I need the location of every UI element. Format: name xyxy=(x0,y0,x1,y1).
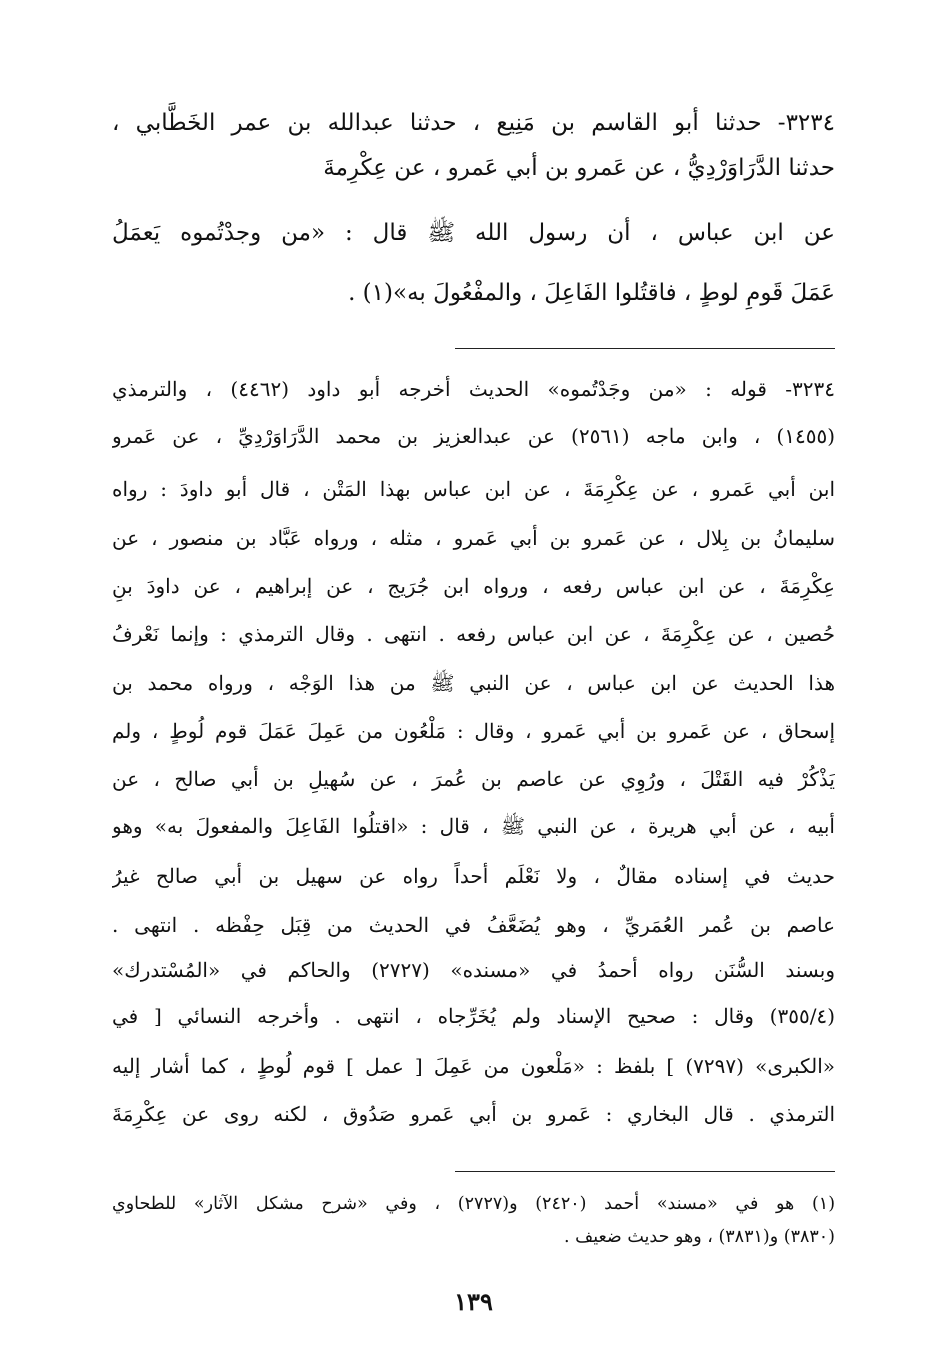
commentary-line-15: «الكبرى» (٧٢٩٧) ] بلفظ : «مَلْعون من عَمِلَ [ عمل ] قوم لُوطٍ ، كما أشار إليه xyxy=(112,1054,835,1078)
commentary-line-12: عاصم بن عُمر العُمَريِّ ، وهو يُضَعَّفُ في الحديث من قِبَل حِفْظه . انتهى . xyxy=(112,913,835,937)
commentary-line-8: إسحاق ، عن عَمرو بن أبي عَمرو ، وقال : مَلْعُون من عَمِلَ عَمَلَ قوم لُوطٍ ، ولم xyxy=(112,719,835,743)
commentary-line-2: (١٤٥٥) ، وابن ماجه (٢٥٦١) عن عبدالعزيز بن محمد الدَّرَاوَرْدِيِّ ، عن عَمرو xyxy=(112,424,835,448)
footnote-line-2: (٣٨٣٠) و(٣٨٣١) ، وهو حديث ضعيف . xyxy=(563,1227,835,1247)
commentary-line-7: هذا الحديث عن ابن عباس ، عن النبي ﷺ من هذا الوَجْه ، ورواه محمد بن xyxy=(112,671,835,695)
commentary-line-1: ٣٢٣٤- قوله : «من وجَدْتُموه» الحديث أخرجه أبو داود (٤٤٦٢) ، والترمذي xyxy=(112,377,835,401)
page-number: ١٣٩ xyxy=(454,1287,493,1316)
commentary-line-11: حديث في إسناده مقالٌ ، ولا نَعْلَم أحداً رواه عن سهيل بن أبي صالح غيرُ xyxy=(112,864,835,888)
commentary-line-4: سليمانُ بن بِلال ، عن عَمرو بن أبي عَمرو ، مثله ، ورواه عَبَّاد بن منصور ، عن xyxy=(112,526,835,550)
hadith-line-3: عن ابن عباس ، أن رسول الله ﷺ قال : «من وجدْتُموه يَعمَلُ xyxy=(112,220,835,246)
commentary-line-16: الترمذي . قال البخاري : عَمرو بن أبي عَمرو صَدُوق ، لكنه روى عن عِكْرِمَةَ xyxy=(112,1102,835,1126)
commentary-line-3: ابن أبي عَمرو ، عن عِكْرِمَةَ ، عن ابن عباس بهذا المَتْن ، قال أبو داودَ : رواه xyxy=(112,477,835,501)
hadith-line-2: حدثنا الدَّرَاوَرْدِيُّ ، عن عَمرو بن أبي عَمرو ، عن عِكْرِمةَ xyxy=(323,155,835,181)
hadith-line-4: عَمَلَ قَومِ لوطٍ ، فاقتُلوا الفَاعِلَ ، والمفْعُولَ به»(١) . xyxy=(348,280,835,306)
footnote-line-1: (١) هو في «مسند» أحمد (٢٤٢٠) و(٢٧٢٧) ، وفي «شرح مشكل الآثار» للطحاوي xyxy=(112,1194,835,1214)
commentary-line-14: (٣٥٥/٤) وقال : صحيح الإسناد ولم يُخَرِّجاه ، انتهى . وأخرجه النسائي [ في xyxy=(112,1004,835,1028)
commentary-line-9: يَذْكُرْ فيه القَتْلَ ، ورُوِي عن عاصم بن عُمرَ ، عن سُهيلِ بن أبي صالح ، عن xyxy=(112,767,835,791)
commentary-line-10: أبيه ، عن أبي هريرة ، عن النبي ﷺ ، قال : «اقتلُوا الفَاعِلَ والمفعولَ به» وهو xyxy=(112,814,835,838)
footnote-divider xyxy=(455,1171,835,1172)
commentary-line-13: وبسند السُّنَن رواه أحمدُ في «مسنده» (٢٧٢٧) والحاكم في «المُسْتدرك» xyxy=(112,958,835,982)
section-divider xyxy=(455,348,835,349)
commentary-line-5: عِكْرِمَةَ ، عن ابن عباس رفعه ، ورواه ابن جُرَيج ، عن إبراهيم ، عن داودَ بنِ xyxy=(112,574,835,598)
commentary-line-6: حُصين ، عن عِكْرِمَةَ ، عن ابن عباس رفعه . انتهى . وقال الترمذي : وإنما نَعْرفُ xyxy=(112,622,835,646)
hadith-line-1: ٣٢٣٤- حدثنا أبو القاسم بن مَنِيع ، حدثنا عبدالله بن عمر الخَطَّابي ، xyxy=(112,110,835,136)
